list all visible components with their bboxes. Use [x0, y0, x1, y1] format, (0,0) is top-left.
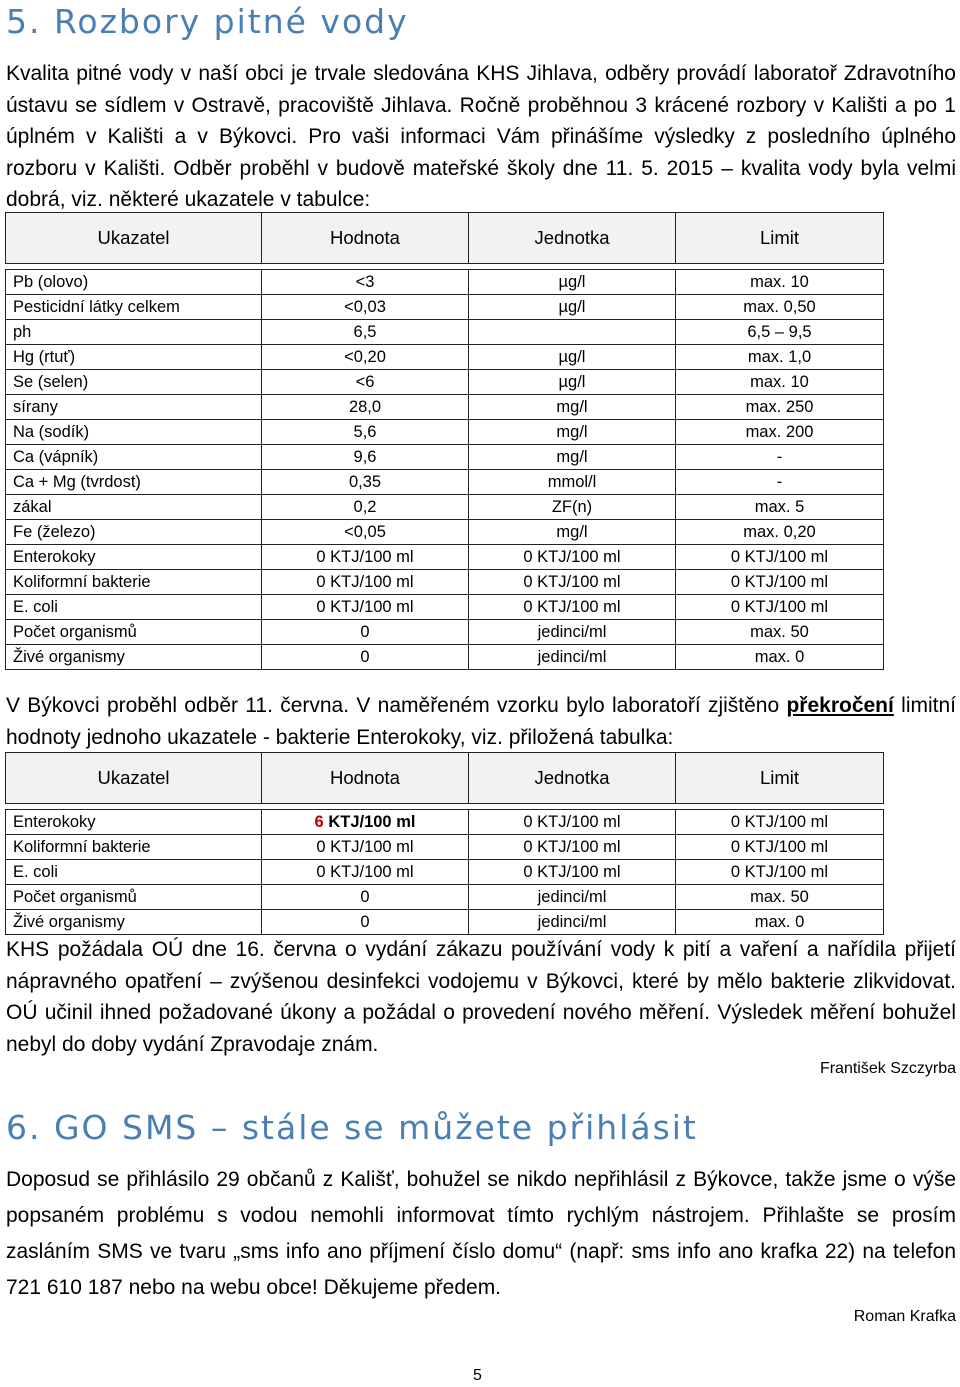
limit-cell: max. 50	[676, 620, 884, 645]
unit-cell: 0 KTJ/100 ml	[469, 545, 676, 570]
indicator-cell: Hg (rtuť)	[6, 345, 262, 370]
section-5-heading: 5. Rozbory pitné vody	[6, 2, 409, 41]
value-cell: 0	[262, 620, 469, 645]
value-cell: <3	[262, 270, 469, 295]
value-cell: 28,0	[262, 395, 469, 420]
indicator-cell: Enterokoky	[6, 810, 262, 835]
value-cell: <0,03	[262, 295, 469, 320]
value-cell: <6	[262, 370, 469, 395]
limit-cell: max. 0	[676, 645, 884, 670]
value-cell-exceeded	[262, 810, 469, 835]
value-cell: 0	[262, 885, 469, 910]
indicator-cell: Se (selen)	[6, 370, 262, 395]
unit-cell: 0 KTJ/100 ml	[469, 835, 676, 860]
table-row	[6, 370, 884, 395]
unit-cell	[469, 320, 676, 345]
table-row	[6, 885, 884, 910]
unit-cell: µg/l	[469, 370, 676, 395]
table-row	[6, 860, 884, 885]
indicator-cell: Počet organismů	[6, 885, 262, 910]
table-row	[6, 470, 884, 495]
column-header: Jednotka	[469, 213, 676, 264]
limit-cell: max. 50	[676, 885, 884, 910]
limit-cell: 0 KTJ/100 ml	[676, 810, 884, 835]
signature-krafka: Roman Krafka	[853, 1308, 956, 1325]
value-cell: 9,6	[262, 445, 469, 470]
water-analysis-table-bykovec	[5, 752, 884, 935]
value-cell: 6,5	[262, 320, 469, 345]
unit-cell: ZF(n)	[469, 495, 676, 520]
value-cell: 0 KTJ/100 ml	[262, 835, 469, 860]
limit-cell: max. 5	[676, 495, 884, 520]
unit-cell: jedinci/ml	[469, 645, 676, 670]
table-row	[6, 495, 884, 520]
column-header: Ukazatel	[6, 753, 262, 804]
indicator-cell: E. coli	[6, 595, 262, 620]
value-cell: 5,6	[262, 420, 469, 445]
value-cell: 0,35	[262, 470, 469, 495]
table-header-row	[6, 753, 884, 804]
table-row	[6, 910, 884, 935]
table-row	[6, 595, 884, 620]
column-header: Ukazatel	[6, 213, 262, 264]
indicator-cell: Ca (vápník)	[6, 445, 262, 470]
unit-cell: jedinci/ml	[469, 910, 676, 935]
khs-paragraph: KHS požádala OÚ dne 16. června o vydání zákazu používání vody k pití a vaření a nařídila přijetí nápravného opatření – zvýšenou desinfekci vodojemu v Býkovci, které by mělo bakterie zlikvidovat. OÚ učinil ihned požadované úkony a požádal o provedení nového měření. Výsledek měření bohužel nebyl do doby vydání Zpravodaje znám.	[6, 938, 956, 1056]
indicator-cell: Enterokoky	[6, 545, 262, 570]
unit-cell: 0 KTJ/100 ml	[469, 860, 676, 885]
section-6-heading: 6. GO SMS – stále se můžete přihlásit	[6, 1108, 698, 1147]
limit-cell: 0 KTJ/100 ml	[676, 835, 884, 860]
table-row	[6, 810, 884, 835]
unit-cell: jedinci/ml	[469, 885, 676, 910]
indicator-cell: E. coli	[6, 860, 262, 885]
water-analysis-table-kaliste	[5, 212, 884, 670]
table-header-row	[6, 213, 884, 264]
table-row	[6, 570, 884, 595]
table-row	[6, 645, 884, 670]
indicator-cell: zákal	[6, 495, 262, 520]
bykovec-paragraph	[6, 690, 956, 754]
table-row	[6, 320, 884, 345]
value-cell: 0 KTJ/100 ml	[262, 595, 469, 620]
value-cell: 0 KTJ/100 ml	[262, 860, 469, 885]
limit-cell: max. 0,20	[676, 520, 884, 545]
table-row	[6, 420, 884, 445]
indicator-cell: Na (sodík)	[6, 420, 262, 445]
limit-cell: max. 200	[676, 420, 884, 445]
bykovec-text-2: limitní hodnoty jednoho ukazatele - bakterie Enterokoky, viz. přiložená tabulka:	[6, 694, 956, 749]
column-header: Limit	[676, 753, 884, 804]
indicator-cell: Pb (olovo)	[6, 270, 262, 295]
limit-cell: max. 250	[676, 395, 884, 420]
unit-cell: mg/l	[469, 420, 676, 445]
limit-cell: max. 0,50	[676, 295, 884, 320]
page-number: 5	[473, 1367, 482, 1384]
section-6-text: Doposud se přihlásilo 29 občanů z Kališť, bohužel se nikdo nepřihlásil z Býkovce, takže jsme o výše popsaném problému s vodou nemohli informovat tímto rychlým nástrojem. Přihlašte se prosím zasláním SMS ve tvaru „sms info ano příjmení číslo domu“ (např: sms info ano krafka 22) na telefon 721 610 187 nebo na webu obce! Děkujeme předem.	[6, 1168, 956, 1299]
value-cell: 0	[262, 910, 469, 935]
table-row	[6, 445, 884, 470]
value-cell: <0,20	[262, 345, 469, 370]
value-cell: 0 KTJ/100 ml	[262, 545, 469, 570]
unit-cell: 0 KTJ/100 ml	[469, 595, 676, 620]
column-header: Hodnota	[262, 753, 469, 804]
limit-cell: 0 KTJ/100 ml	[676, 595, 884, 620]
limit-cell: max. 10	[676, 370, 884, 395]
limit-cell: 0 KTJ/100 ml	[676, 545, 884, 570]
column-header: Jednotka	[469, 753, 676, 804]
indicator-cell: Pesticidní látky celkem	[6, 295, 262, 320]
unit-cell: mg/l	[469, 445, 676, 470]
bykovec-text-1: V Býkovci proběhl odběr 11. června. V naměřeném vzorku bylo laboratoří zjištěno	[6, 694, 787, 717]
indicator-cell: sírany	[6, 395, 262, 420]
unit-cell: mg/l	[469, 520, 676, 545]
unit-cell: µg/l	[469, 345, 676, 370]
limit-cell: max. 1,0	[676, 345, 884, 370]
column-header: Hodnota	[262, 213, 469, 264]
value-cell: 0,2	[262, 495, 469, 520]
indicator-cell: Fe (železo)	[6, 520, 262, 545]
indicator-cell: Ca + Mg (tvrdost)	[6, 470, 262, 495]
limit-cell: 0 KTJ/100 ml	[676, 570, 884, 595]
unit-cell: µg/l	[469, 295, 676, 320]
limit-cell: -	[676, 445, 884, 470]
value-cell: <0,05	[262, 520, 469, 545]
unit-cell: mg/l	[469, 395, 676, 420]
value-cell: 0	[262, 645, 469, 670]
indicator-cell: Koliformní bakterie	[6, 835, 262, 860]
table-row	[6, 620, 884, 645]
table-row	[6, 835, 884, 860]
exceeded-value: 6	[314, 813, 324, 831]
column-header: Limit	[676, 213, 884, 264]
table-row	[6, 520, 884, 545]
limit-cell: max. 0	[676, 910, 884, 935]
unit-cell: 0 KTJ/100 ml	[469, 570, 676, 595]
indicator-cell: ph	[6, 320, 262, 345]
limit-cell: 0 KTJ/100 ml	[676, 860, 884, 885]
indicator-cell: Koliformní bakterie	[6, 570, 262, 595]
limit-cell: -	[676, 470, 884, 495]
table-row	[6, 345, 884, 370]
signature-szczyrba: František Szczyrba	[819, 1060, 956, 1077]
exceeded-unit: KTJ/100 ml	[323, 813, 416, 831]
limit-cell: max. 10	[676, 270, 884, 295]
unit-cell: mmol/l	[469, 470, 676, 495]
table-row	[6, 270, 884, 295]
section-5-intro: Kvalita pitné vody v naší obci je trvale sledována KHS Jihlava, odběry provádí laboratoř Zdravotního ústavu se sídlem v Ostravě, pracoviště Jihlava. Ročně proběhnou 3 krácené rozbory v Kališti a po 1 úplném v Kališti a v Býkovci. Pro vaši informaci Vám přinášíme výsledky z posledního úplného rozboru v Kališti. Odběr proběhl v budově mateřské školy dne 11. 5. 2015 – kvalita vody byla velmi dobrá, viz. některé ukazatele v tabulce:	[6, 62, 956, 211]
table-row	[6, 545, 884, 570]
indicator-cell: Počet organismů	[6, 620, 262, 645]
limit-cell: 6,5 – 9,5	[676, 320, 884, 345]
unit-cell: jedinci/ml	[469, 620, 676, 645]
table-row	[6, 295, 884, 320]
indicator-cell: Živé organismy	[6, 910, 262, 935]
exceedance-word: překročení	[786, 694, 894, 717]
unit-cell: 0 KTJ/100 ml	[469, 810, 676, 835]
unit-cell: µg/l	[469, 270, 676, 295]
indicator-cell: Živé organismy	[6, 645, 262, 670]
value-cell: 0 KTJ/100 ml	[262, 570, 469, 595]
table-row	[6, 395, 884, 420]
